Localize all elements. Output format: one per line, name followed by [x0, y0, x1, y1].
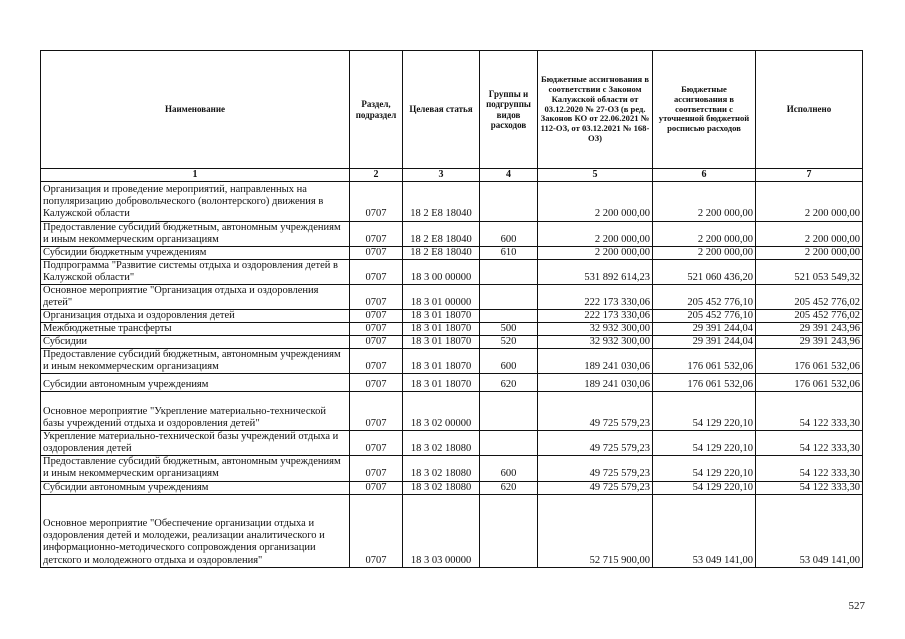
row-expense-group: [480, 431, 538, 456]
row-article: 18 3 01 18070: [403, 309, 480, 322]
row-refined-allocation: 176 061 532,06: [653, 349, 756, 374]
column-number: 5: [538, 169, 653, 182]
row-section: 0707: [350, 494, 403, 567]
row-name: Укрепление материально-технической базы учреждений отдыха и оздоровления детей: [41, 431, 350, 456]
table-row: [41, 374, 863, 392]
row-name: Подпрограмма "Развитие системы отдыха и оздоровления детей в Калужской области": [41, 259, 350, 284]
header-law-allocations: Бюджетные ассигнования в соответствии с Законом Калужской области от 03.12.2020 № 27-ОЗ (в ред. Законов КО от 22.06.2021 № 112-ОЗ, от 03.12.2021 № 168-ОЗ): [538, 51, 653, 169]
row-article: 18 3 02 18080: [403, 481, 480, 494]
row-section: 0707: [350, 323, 403, 336]
row-section: 0707: [350, 181, 403, 221]
row-expense-group: [480, 494, 538, 567]
row-article: 18 3 01 00000: [403, 284, 480, 309]
row-expense-group: [480, 392, 538, 431]
row-section: 0707: [350, 374, 403, 392]
row-name: Основное мероприятие "Укрепление материально-технической базы учреждений отдыха и оздоровления детей": [41, 392, 350, 431]
row-article: 18 3 03 00000: [403, 494, 480, 567]
row-refined-allocation: 54 129 220,10: [653, 431, 756, 456]
row-article: 18 3 00 00000: [403, 259, 480, 284]
row-law-allocation: 2 200 000,00: [538, 181, 653, 221]
row-law-allocation: 32 932 300,00: [538, 323, 653, 336]
row-refined-allocation: 54 129 220,10: [653, 481, 756, 494]
row-refined-allocation: 176 061 532,06: [653, 374, 756, 392]
row-law-allocation: 531 892 614,23: [538, 259, 653, 284]
row-section: 0707: [350, 259, 403, 284]
row-name: Организация и проведение мероприятий, направленных на популяризацию добровольческого (волонтерского) движения в Калужской области: [41, 181, 350, 221]
row-name: Организация отдыха и оздоровления детей: [41, 309, 350, 322]
row-law-allocation: 222 173 330,06: [538, 309, 653, 322]
row-expense-group: 600: [480, 221, 538, 246]
row-section: 0707: [350, 349, 403, 374]
row-expense-group: [480, 284, 538, 309]
row-article: 18 3 01 18070: [403, 374, 480, 392]
row-section: 0707: [350, 221, 403, 246]
row-refined-allocation: 2 200 000,00: [653, 246, 756, 259]
row-refined-allocation: 29 391 244,04: [653, 336, 756, 349]
row-expense-group: [480, 259, 538, 284]
row-refined-allocation: 54 129 220,10: [653, 392, 756, 431]
table-row: [41, 336, 863, 349]
row-executed: 176 061 532,06: [756, 374, 863, 392]
row-article: 18 2 E8 18040: [403, 221, 480, 246]
row-name: Субсидии автономным учреждениям: [41, 374, 350, 392]
row-executed: 29 391 243,96: [756, 323, 863, 336]
row-executed: 29 391 243,96: [756, 336, 863, 349]
row-article: 18 3 02 18080: [403, 456, 480, 481]
row-law-allocation: 32 932 300,00: [538, 336, 653, 349]
table-row: [41, 481, 863, 494]
table-row: [41, 309, 863, 322]
row-section: 0707: [350, 431, 403, 456]
row-name: Предоставление субсидий бюджетным, автономным учреждениям и иным некоммерческим организациям: [41, 456, 350, 481]
row-refined-allocation: 205 452 776,10: [653, 309, 756, 322]
row-executed: 205 452 776,02: [756, 284, 863, 309]
row-expense-group: [480, 181, 538, 221]
row-article: 18 3 01 18070: [403, 336, 480, 349]
row-law-allocation: 49 725 579,23: [538, 481, 653, 494]
row-law-allocation: 222 173 330,06: [538, 284, 653, 309]
row-executed: 205 452 776,02: [756, 309, 863, 322]
table-row: [41, 494, 863, 567]
row-expense-group: [480, 309, 538, 322]
table-row: [41, 349, 863, 374]
row-expense-group: 600: [480, 456, 538, 481]
row-law-allocation: 49 725 579,23: [538, 431, 653, 456]
table-row: [41, 181, 863, 221]
row-law-allocation: 52 715 900,00: [538, 494, 653, 567]
column-number: 7: [756, 169, 863, 182]
row-refined-allocation: 2 200 000,00: [653, 181, 756, 221]
row-name: Основное мероприятие "Обеспечение организации отдыха и оздоровления детей и молодежи, реализации аналитического и информационно-методического сопровождения организации детского и молодежного отдыха и оздоровления": [41, 494, 350, 567]
header-groups: Группы и подгруппы видов расходов: [480, 51, 538, 169]
table-row: [41, 431, 863, 456]
row-name: Субсидии бюджетным учреждениям: [41, 246, 350, 259]
row-section: 0707: [350, 481, 403, 494]
budget-table: [40, 50, 863, 568]
row-executed: 521 053 549,32: [756, 259, 863, 284]
row-executed: 54 122 333,30: [756, 431, 863, 456]
column-number: 2: [350, 169, 403, 182]
row-executed: 54 122 333,30: [756, 456, 863, 481]
table-row: [41, 284, 863, 309]
row-expense-group: 600: [480, 349, 538, 374]
row-refined-allocation: 2 200 000,00: [653, 221, 756, 246]
row-section: 0707: [350, 284, 403, 309]
column-number: 6: [653, 169, 756, 182]
row-executed: 2 200 000,00: [756, 181, 863, 221]
row-law-allocation: 49 725 579,23: [538, 456, 653, 481]
row-executed: 54 122 333,30: [756, 481, 863, 494]
row-article: 18 2 E8 18040: [403, 181, 480, 221]
row-law-allocation: 49 725 579,23: [538, 392, 653, 431]
row-refined-allocation: 53 049 141,00: [653, 494, 756, 567]
table-row: [41, 323, 863, 336]
row-law-allocation: 189 241 030,06: [538, 374, 653, 392]
row-law-allocation: 2 200 000,00: [538, 246, 653, 259]
row-law-allocation: 2 200 000,00: [538, 221, 653, 246]
table-row: [41, 246, 863, 259]
row-executed: 2 200 000,00: [756, 246, 863, 259]
row-section: 0707: [350, 246, 403, 259]
table-row: [41, 259, 863, 284]
row-section: 0707: [350, 456, 403, 481]
row-expense-group: 620: [480, 374, 538, 392]
table-row: [41, 456, 863, 481]
row-expense-group: 620: [480, 481, 538, 494]
row-article: 18 3 02 18080: [403, 431, 480, 456]
row-expense-group: 610: [480, 246, 538, 259]
row-expense-group: 520: [480, 336, 538, 349]
header-refined-allocations: Бюджетные ассигнования в соответствии с уточненной бюджетной росписью расходов: [653, 51, 756, 169]
header-name: Наименование: [41, 51, 350, 169]
row-article: 18 3 01 18070: [403, 349, 480, 374]
row-article: 18 3 01 18070: [403, 323, 480, 336]
header-article: Целевая статья: [403, 51, 480, 169]
column-number: 4: [480, 169, 538, 182]
header-executed: Исполнено: [756, 51, 863, 169]
table-row: [41, 221, 863, 246]
row-section: 0707: [350, 336, 403, 349]
row-name: Основное мероприятие "Организация отдыха и оздоровления детей": [41, 284, 350, 309]
row-article: 18 2 E8 18040: [403, 246, 480, 259]
row-article: 18 3 02 00000: [403, 392, 480, 431]
column-number: 3: [403, 169, 480, 182]
row-refined-allocation: 29 391 244,04: [653, 323, 756, 336]
table-row: [41, 392, 863, 431]
row-executed: 53 049 141,00: [756, 494, 863, 567]
row-expense-group: 500: [480, 323, 538, 336]
row-executed: 54 122 333,30: [756, 392, 863, 431]
row-section: 0707: [350, 309, 403, 322]
row-name: Предоставление субсидий бюджетным, автономным учреждениям и иным некоммерческим организациям: [41, 349, 350, 374]
row-name: Межбюджетные трансферты: [41, 323, 350, 336]
page-number: 527: [848, 600, 865, 612]
row-name: Предоставление субсидий бюджетным, автономным учреждениям и иным некоммерческим организациям: [41, 221, 350, 246]
row-name: Субсидии автономным учреждениям: [41, 481, 350, 494]
row-executed: 2 200 000,00: [756, 221, 863, 246]
row-section: 0707: [350, 392, 403, 431]
row-refined-allocation: 205 452 776,10: [653, 284, 756, 309]
row-refined-allocation: 521 060 436,20: [653, 259, 756, 284]
row-refined-allocation: 54 129 220,10: [653, 456, 756, 481]
row-name: Субсидии: [41, 336, 350, 349]
column-number: 1: [41, 169, 350, 182]
row-executed: 176 061 532,06: [756, 349, 863, 374]
header-section: Раздел, подраздел: [350, 51, 403, 169]
row-law-allocation: 189 241 030,06: [538, 349, 653, 374]
